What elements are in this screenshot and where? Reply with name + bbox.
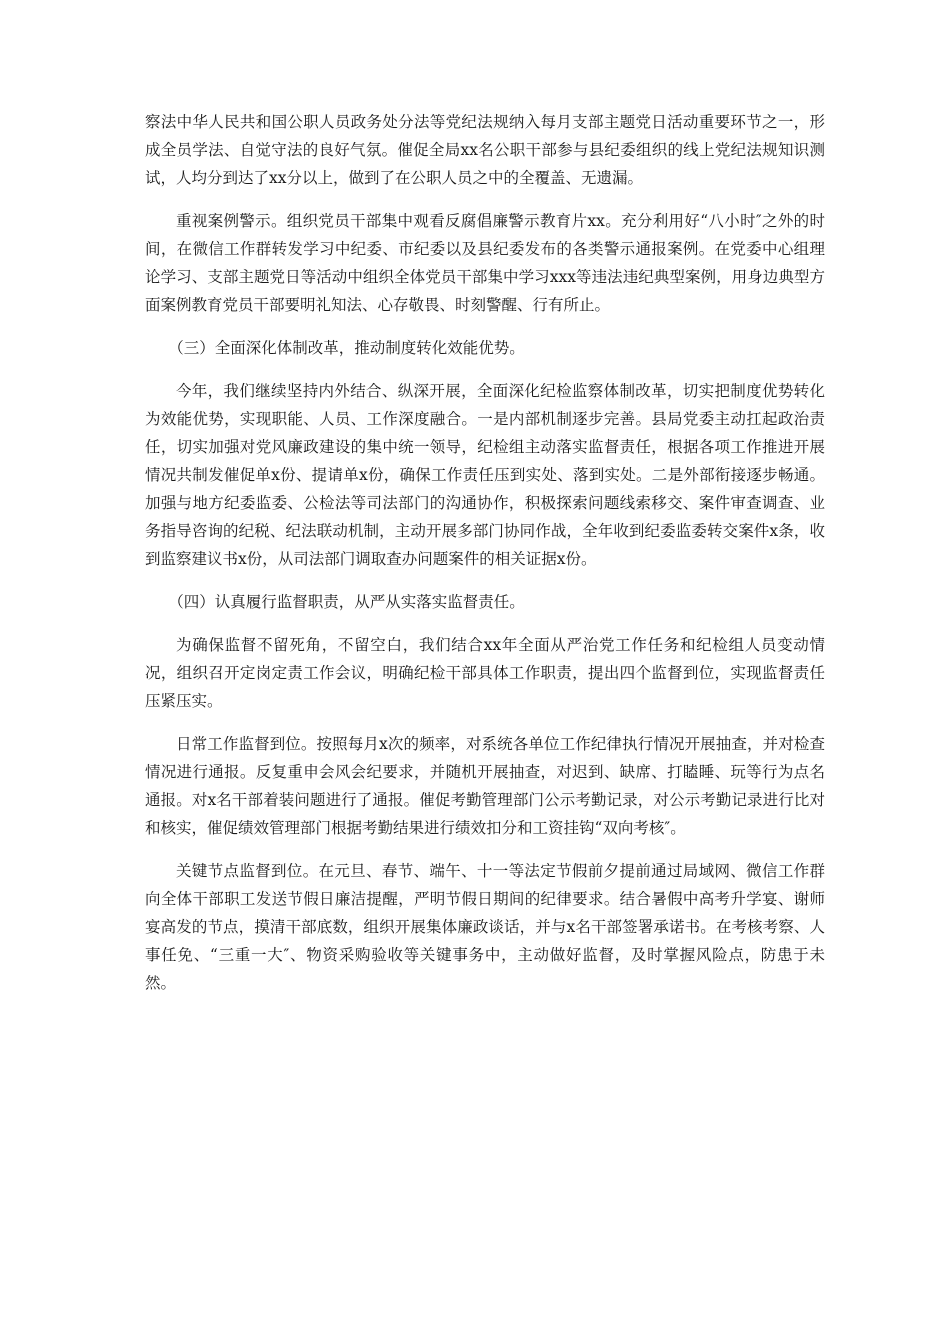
paragraph-reform: 今年，我们继续坚持内外结合、纵深开展，全面深化纪检监察体制改革，切实把制度优势转化为效能优势，实现职能、人员、工作深度融合。一是内部机制逐步完善。县局党委主动扛起政治责任，切实加强对党风廉政建设的集中统一领导，纪检组主动落实监督责任，根据各项工作推进开展情况共制发催促单x份、提请单x份，确保工作责任压到实处、落到实处。二是外部衔接逐步畅通。加强与地方纪委监委、公检法等司法部门的沟通协作，积极探索问题线索移交、案件审查调查、业务指导咨询的纪税、纪法联动机制，主动开展多部门协同作战，全年收到纪委监委转交案件x条，收到监察建议书x份，从司法部门调取查办问题案件的相关证据x份。 — [145, 382, 825, 568]
section-heading-4: （四）认真履行监督职责，从严从实落实监督责任。 — [168, 593, 525, 611]
paragraph-legal-study: 察法中华人民共和国公职人员政务处分法等党纪法规纳入每月支部主题党日活动重要环节之一，形成全员学法、自觉守法的良好气氛。催促全局xx名公职干部参与县纪委组织的线上党纪法规知识测试，人均分到达了xx分以上，做到了在公职人员之中的全覆盖、无遗漏。 — [145, 113, 825, 187]
paragraph-case-warning: 重视案例警示。组织党员干部集中观看反腐倡廉警示教育片xx。充分利用好“八小时″之外的时间，在微信工作群转发学习中纪委、市纪委以及县纪委发布的各类警示通报案例。在党委中心组理论学习、支部主题党日等活动中组织全体党员干部集中学习xxx等违法违纪典型案例，用身边典型方面案例教育党员干部要明礼知法、心存敬畏、时刻警醒、行有所止。 — [145, 212, 825, 314]
paragraph-daily-supervision: 日常工作监督到位。按照每月x次的频率，对系统各单位工作纪律执行情况开展抽查，并对检查情况进行通报。反复重申会风会纪要求，并随机开展抽查，对迟到、缺席、打瞌睡、玩等行为点名通报。对x名干部着装问题进行了通报。催促考勤管理部门公示考勤记录，对公示考勤记录进行比对和核实，催促绩效管理部门根据考勤结果进行绩效扣分和工资挂钩“双向考核″。 — [145, 735, 825, 837]
paragraph-supervision-intro: 为确保监督不留死角，不留空白，我们结合xx年全面从严治党工作任务和纪检组人员变动情况，组织召开定岗定责工作会议，明确纪检干部具体工作职责，提出四个监督到位，实现监督责任压紧压实。 — [145, 636, 825, 710]
paragraph-key-node-supervision: 关键节点监督到位。在元旦、春节、端午、十一等法定节假前夕提前通过局域网、微信工作群向全体干部职工发送节假日廉洁提醒，严明节假日期间的纪律要求。结合暑假中高考升学宴、谢师宴高发的节点，摸清干部底数，组织开展集体廉政谈话，并与x名干部签署承诺书。在考核考察、人事任免、“三重一大″、物资采购验收等关键事务中，主动做好监督，及时掌握风险点，防患于未然。 — [145, 862, 825, 992]
section-heading-3: （三）全面深化体制改革，推动制度转化效能优势。 — [168, 339, 525, 357]
document-body — [145, 108, 825, 997]
